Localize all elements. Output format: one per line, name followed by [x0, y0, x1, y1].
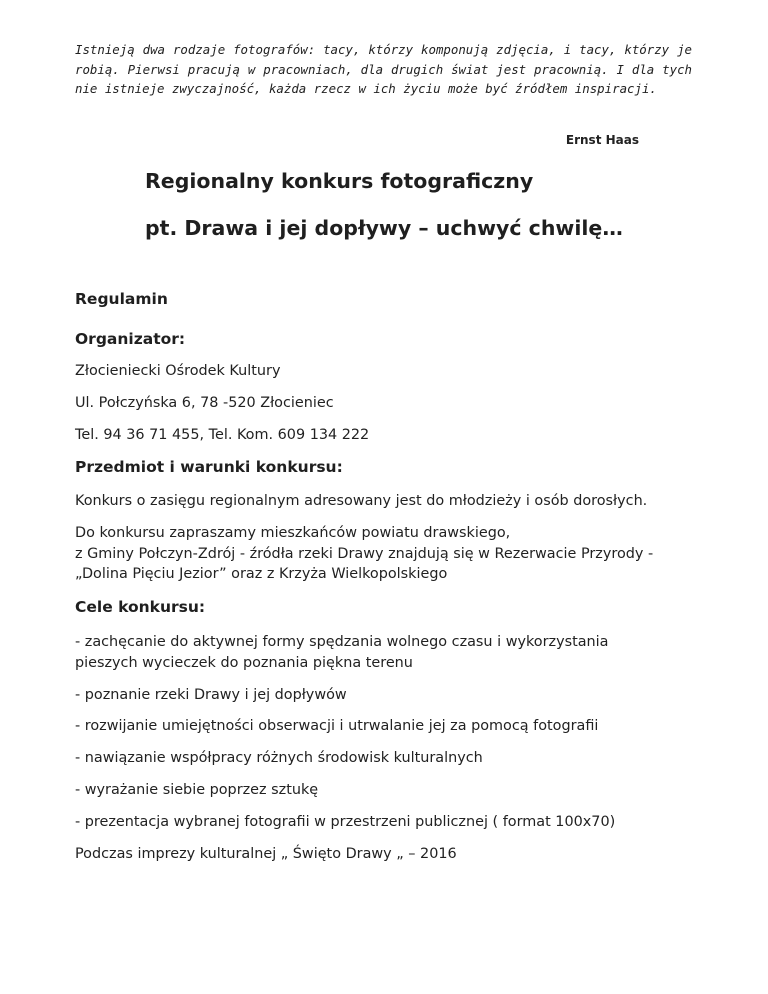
organizer-name: Złocieniecki Ośrodek Kultury [75, 363, 281, 379]
contest-subtitle: pt. Drawa i jej dopływy – uchwyć chwilę… [145, 216, 623, 240]
paragraph-line: Do konkursu zapraszamy mieszkańców powiatu drawskiego, [75, 525, 511, 541]
goal-item: - rozwijanie umiejętności obserwacji i utrwalanie jej za pomocą fotografii [75, 718, 599, 734]
opening-quote: Istnieją dwa rodzaje fotografów: tacy, którzy komponują zdjęcia, i tacy, którzy je robią. Pierwsi pracują w pracowniach, dla drugich świat jest pracownią. I dla tych nie istnieje zwyczajność, każda rzecz w ich życiu może być źródłem inspiracji. [75, 42, 692, 96]
organizer-phone: Tel. 94 36 71 455, Tel. Kom. 609 134 222 [75, 427, 370, 443]
paragraph-line: „Dolina Pięciu Jezior” oraz z Krzyża Wielkopolskiego [75, 566, 448, 582]
regulamin-heading: Regulamin [75, 290, 168, 308]
goal-item: - prezentacja wybranej fotografii w przestrzeni publicznej ( format 100x70) [75, 814, 616, 830]
goal-item: - poznanie rzeki Drawy i jej dopływów [75, 687, 347, 703]
goal-item: - nawiązanie współpracy różnych środowisk kulturalnych [75, 750, 483, 766]
subject-heading: Przedmiot i warunki konkursu: [75, 458, 343, 476]
organizer-heading: Organizator: [75, 330, 186, 348]
paragraph-line: z Gminy Połczyn-Zdrój - źródła rzeki Drawy znajdują się w Rezerwacie Przyrody - [75, 545, 654, 562]
goal-item [75, 632, 715, 673]
goal-line: - zachęcanie do aktywnej formy spędzania wolnego czasu i wykorzystania [75, 634, 609, 650]
goals-closing: Podczas imprezy kulturalnej „ Święto Drawy „ – 2016 [75, 846, 457, 862]
subject-paragraph-2 [75, 523, 715, 585]
subject-paragraph-1: Konkurs o zasięgu regionalnym adresowany jest do młodzieży i osób dorosłych. [75, 493, 648, 509]
goal-line: pieszych wycieczek do poznania piękna terenu [75, 654, 413, 671]
goals-heading: Cele konkursu: [75, 598, 206, 616]
quote-author: Ernst Haas [565, 133, 639, 147]
organizer-address: Ul. Połczyńska 6, 78 -520 Złocieniec [75, 395, 334, 411]
contest-title: Regionalny konkurs fotograficzny [145, 169, 534, 193]
goal-item: - wyrażanie siebie poprzez sztukę [75, 782, 319, 798]
